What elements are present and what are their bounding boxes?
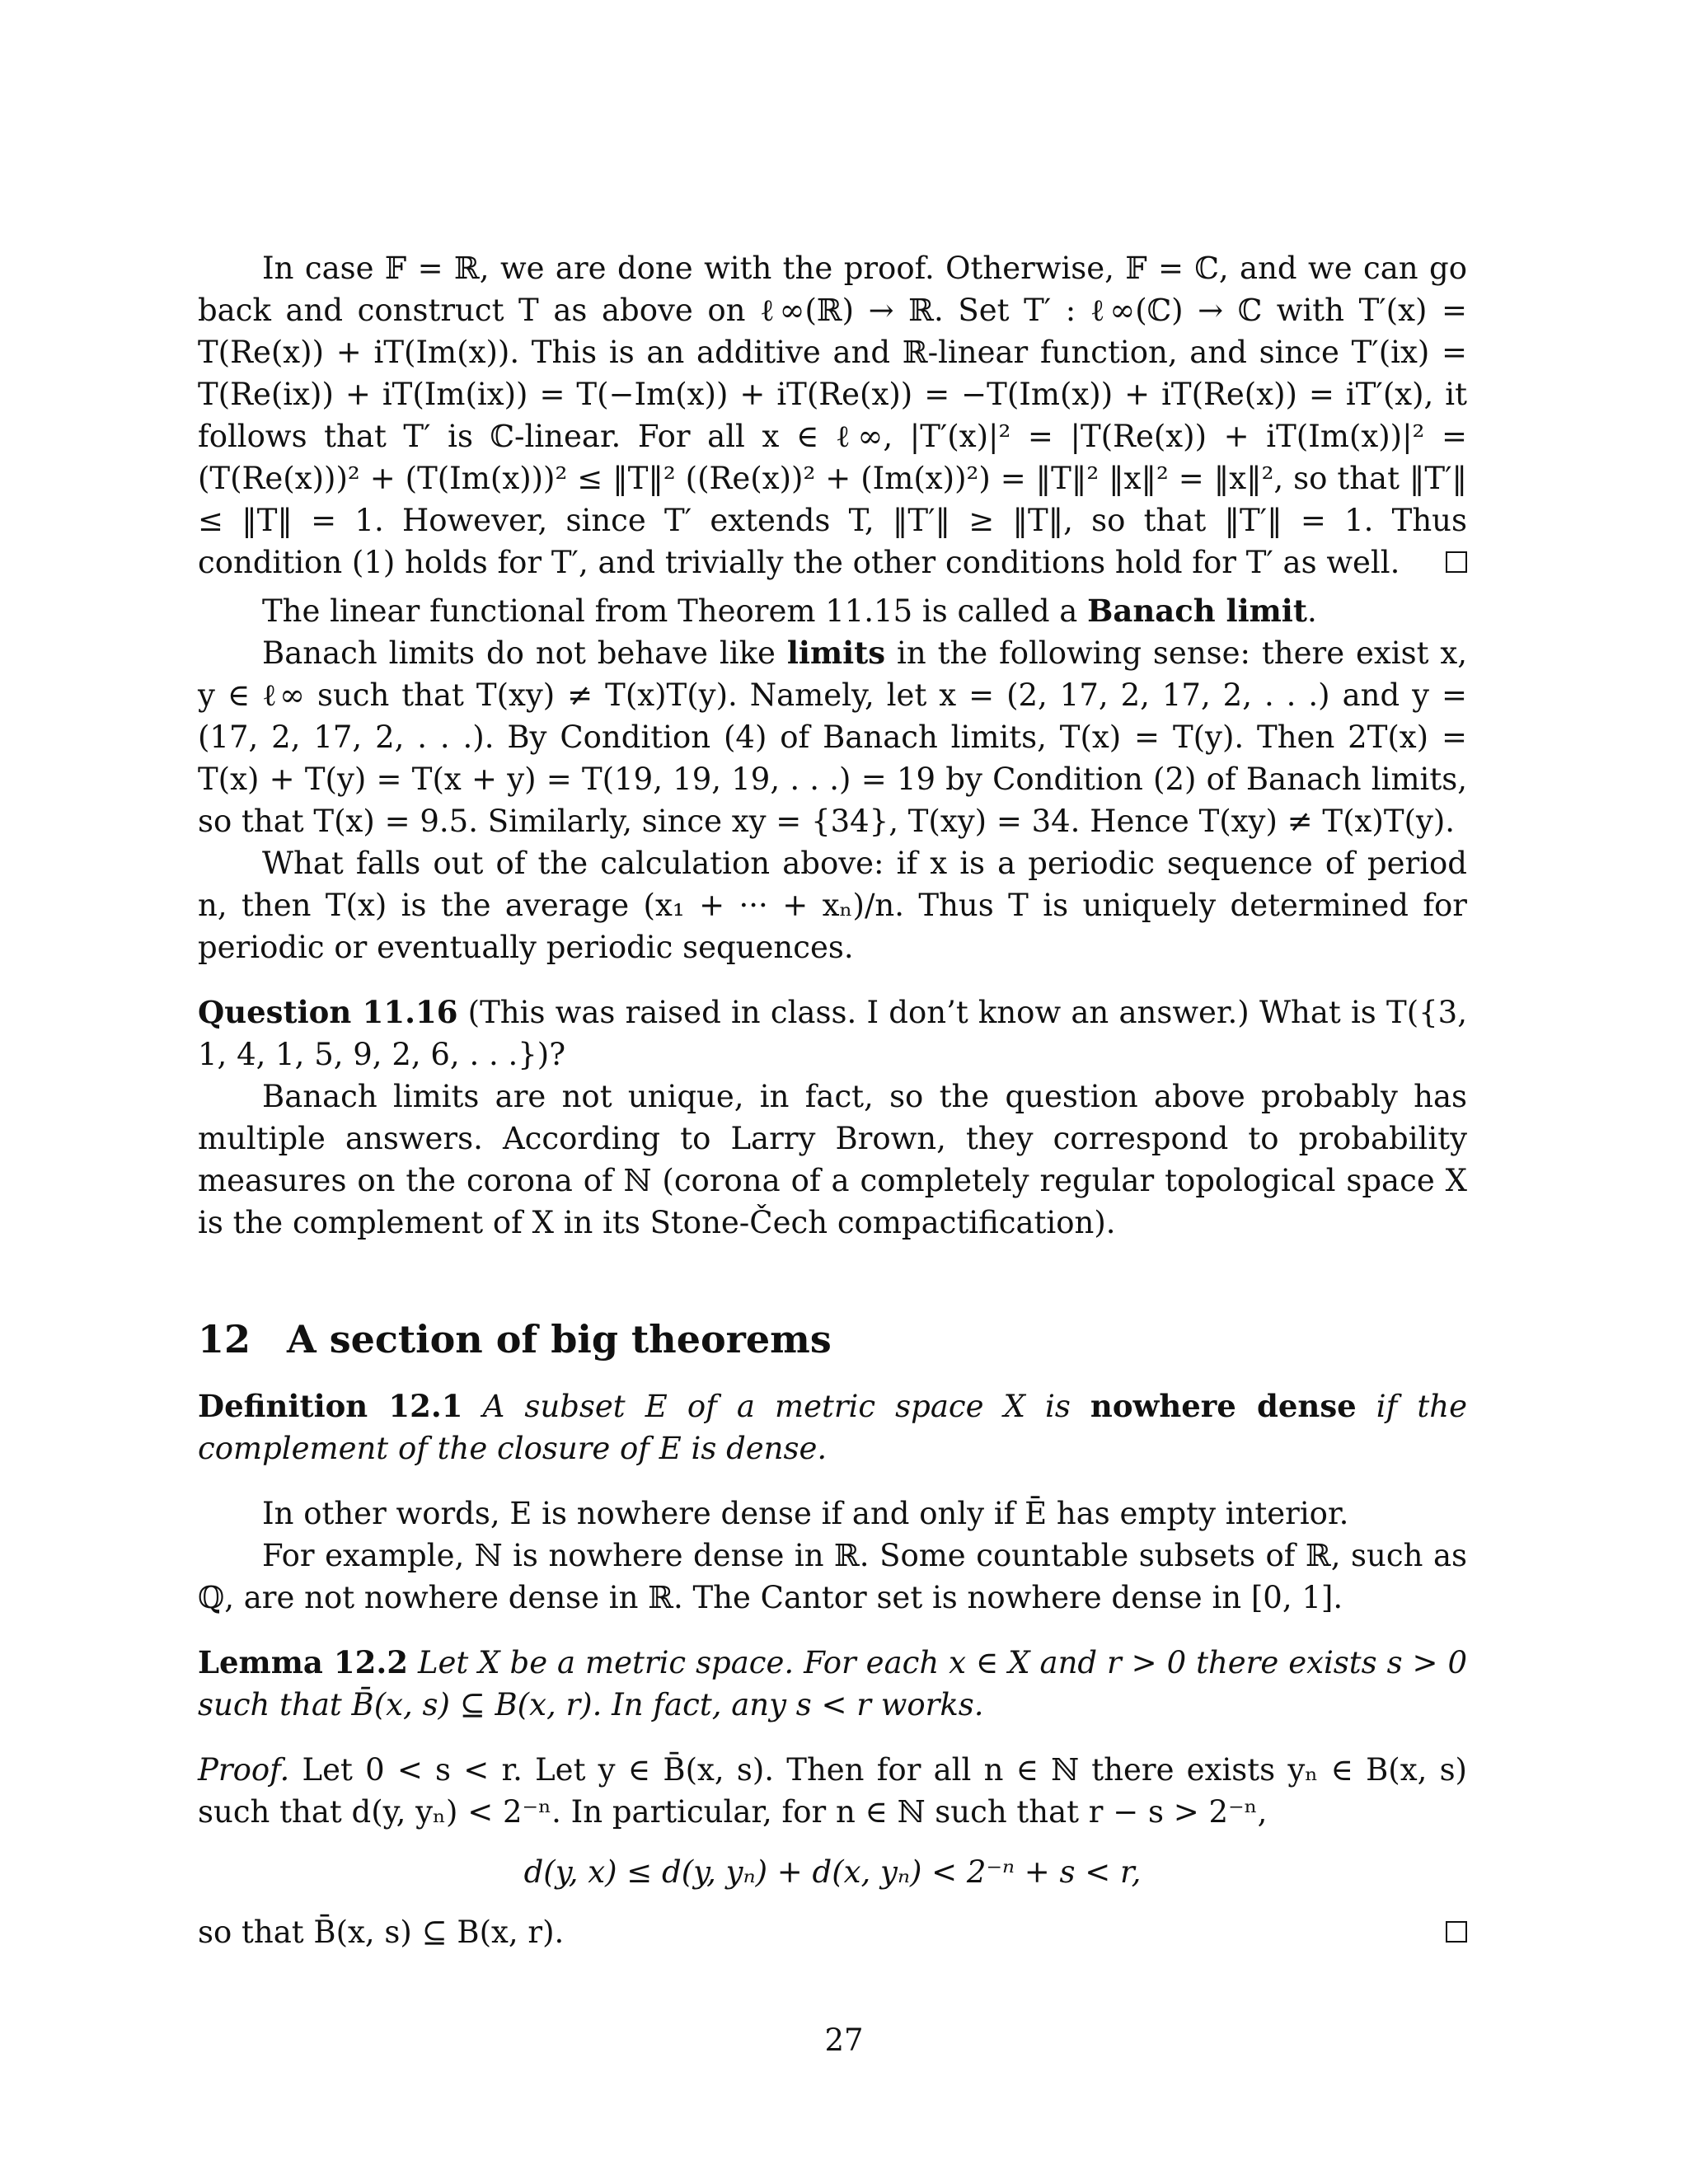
proof (198, 1749, 1467, 1833)
section-heading (198, 1315, 1467, 1364)
paragraph-not-unique (198, 1076, 1467, 1244)
text: Banach limits do not behave like (262, 635, 787, 671)
definition-text: if the complement of the closure of E is dense. (198, 1389, 1467, 1466)
text: In other words, E is nowhere dense if and only if Ē has empty interior. (262, 1496, 1349, 1531)
paragraph-text: In case 𝔽 = ℝ, we are done with the proof. Otherwise, 𝔽 = ℂ, and we can go back and construct T as above on ℓ∞(ℝ) → ℝ. Set T′ : ℓ∞(ℂ) → ℂ with T′(x) = T(Re(x)) + iT(Im(x)). This is an additive and ℝ-linear function, and since T′(ix) = T(Re(ix)) + iT(Im(ix)) = T(−Im(x)) + iT(Re(x)) = −T(Im(x)) + iT(Re(x)) = iT′(x), it follows that T′ is ℂ-linear. For all x ∈ ℓ∞, |T′(x)|² = |T(Re(x)) + iT(Im(x))|² = (T(Re(x)))² + (T(Im(x)))² ≤ ‖T‖² ((Re(x))² + (Im(x))²) = ‖T‖² ‖x‖² = ‖x‖², so that ‖T′‖ ≤ ‖T‖ = 1. However, since T′ extends T, ‖T′‖ ≥ ‖T‖, so that ‖T′‖ = 1. Thus condition (1) holds for T′, and trivially the other conditions hold for T′ as well. (198, 251, 1467, 580)
paragraph-not-limits (198, 632, 1467, 842)
lemma-text: Let X be a metric space. For each x ∈ X and r > 0 there exists s > 0 such that B̄(x, s) ⊆ B(x, r). In fact, any s < r works. (198, 1645, 1468, 1722)
bold-term: limits (786, 635, 886, 671)
proof-label: Proof. (198, 1752, 290, 1788)
text: What falls out of the calculation above: if x is a periodic sequence of period n, then T(x) is the average (x₁ + ··· + xₙ)/n. Thus T is uniquely determined for periodic or eventually periodic sequences. (198, 846, 1467, 965)
text: . (1306, 593, 1317, 629)
text: in the following sense: there exist x, y ∈ ℓ∞ such that T(xy) ≠ T(x)T(y). Namely, let x = (2, 17, 2, 17, 2, . . .) and y = (17, 2, 17, 2, . . .). By Condition (4) of Banach limits, T(x) = T(y). Then 2T(x) = T(x) + T(y) = T(x + y) = T(19, 19, 19, . . .) = 19 by Condition (2) of Banach limits, so that T(x) = 9.5. Similarly, since xy = {34}, T(xy) = 34. Hence T(xy) ≠ T(x)T(y). (198, 635, 1468, 839)
lemma-label: Lemma 12.2 (198, 1644, 409, 1680)
paragraph-other-words (198, 1493, 1467, 1535)
question-label: Question 11.16 (198, 994, 458, 1030)
proof-closing (198, 1911, 1467, 1953)
lemma-12-2 (198, 1642, 1467, 1726)
page-number: 27 (824, 2022, 864, 2058)
display-equation: d(y, x) ≤ d(y, yₙ) + d(x, yₙ) < 2⁻ⁿ + s < r, (523, 1854, 1142, 1890)
bold-term: nowhere dense (1090, 1388, 1357, 1424)
proof-text: Let 0 < s < r. Let y ∈ B̄(x, s). Then for all n ∈ ℕ there exists yₙ ∈ B(x, s) such that d(y, yₙ) < 2⁻ⁿ. In particular, for n ∈ ℕ such that r − s > 2⁻ⁿ, (198, 1752, 1467, 1830)
paragraph-complex-case (198, 247, 1467, 583)
text: Banach limits are not unique, in fact, so the question above probably has multiple answers. According to Larry Brown, they correspond to probability measures on the corona of ℕ (corona of a completely regular topological space X is the complement of X in its Stone-Čech compactification). (198, 1079, 1467, 1240)
paragraph-banach-limit-def (198, 590, 1467, 632)
qed-icon (1446, 551, 1467, 573)
text: so that B̄(x, s) ⊆ B(x, r). (198, 1915, 565, 1950)
text: The linear functional from Theorem 11.15 is called a (262, 593, 1088, 629)
definition-text: A subset E of a metric space X is (462, 1389, 1090, 1424)
section-number: 12 (198, 1317, 251, 1361)
page-body (198, 247, 1467, 1953)
question-11-16 (198, 991, 1467, 1076)
text: For example, ℕ is nowhere dense in ℝ. Some countable subsets of ℝ, such as ℚ, are not nowhere dense in ℝ. The Cantor set is nowhere dense in [0, 1]. (198, 1538, 1467, 1615)
paragraph-periodic (198, 842, 1467, 968)
qed-icon (1446, 1921, 1467, 1943)
question-text: (This was raised in class. I don’t know an answer.) What is T({3, 1, 4, 1, 5, 9, 2, 6, . . .})? (198, 995, 1467, 1072)
section-title: A section of big theorems (287, 1317, 832, 1361)
definition-12-1 (198, 1385, 1467, 1469)
definition-label: Definition 12.1 (198, 1388, 463, 1424)
bold-term: Banach limit (1087, 593, 1307, 629)
paragraph-example (198, 1535, 1467, 1619)
